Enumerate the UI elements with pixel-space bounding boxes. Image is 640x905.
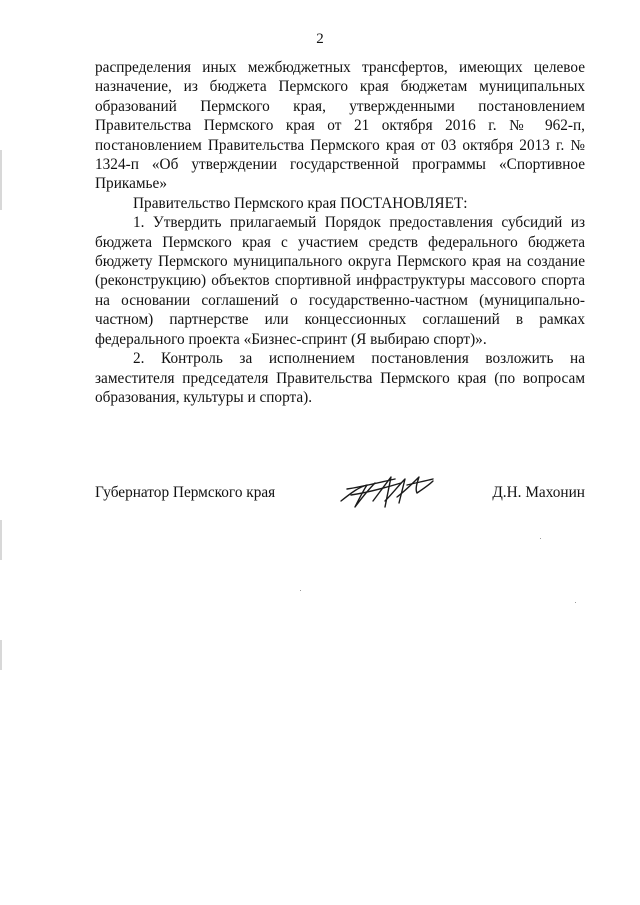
signatory-title: Губернатор Пермского края xyxy=(95,484,276,501)
signature-block xyxy=(95,483,585,523)
scan-speck xyxy=(540,538,541,539)
handwritten-signature xyxy=(337,471,437,513)
scan-edge-mark xyxy=(0,150,2,210)
signatory-name: Д.Н. Махонин xyxy=(492,484,585,501)
paragraph-item-2: 2. Контроль за исполнением постановления возложить на заместителя председателя Правительства Пермского края (по вопросам образования, культуры и спорта). xyxy=(95,350,585,406)
paragraph-preamble-continuation: распределения иных межбюджетных трансфертов, имеющих целевое назначение, из бюджета Пермского края бюджетам муниципальных образований Пермского края, утвержденными постановлением Правительства Пермского края от 21 октября 2016 г. № 962-п, постановлением Правительства Пермского края от 03 октября 2013 г. № 1324-п «Об утверждении государственной программы «Спортивное Прикамье» xyxy=(95,59,585,193)
paragraph-item-1: 1. Утвердить прилагаемый Порядок предоставления субсидий из бюджета Пермского края с участием средств федерального бюджета бюджету Пермского муниципального округа Пермского края на создание (реконструкцию) объектов спортивной инфраструктуры массового спорта на основании соглашений о государственно-частном (муниципально-частном) партнерстве или концессионных соглашений в рамках федерального проекта «Бизнес-спринт (Я выбираю спорт)». xyxy=(95,214,585,348)
paragraph-resolves: Правительство Пермского края ПОСТАНОВЛЯЕТ: xyxy=(133,194,468,212)
scan-speck xyxy=(575,602,576,603)
scan-speck xyxy=(300,590,301,591)
scan-edge-mark xyxy=(0,520,2,560)
page-number: 2 xyxy=(316,31,324,47)
scan-edge-mark xyxy=(0,640,2,670)
document-body xyxy=(95,58,585,407)
